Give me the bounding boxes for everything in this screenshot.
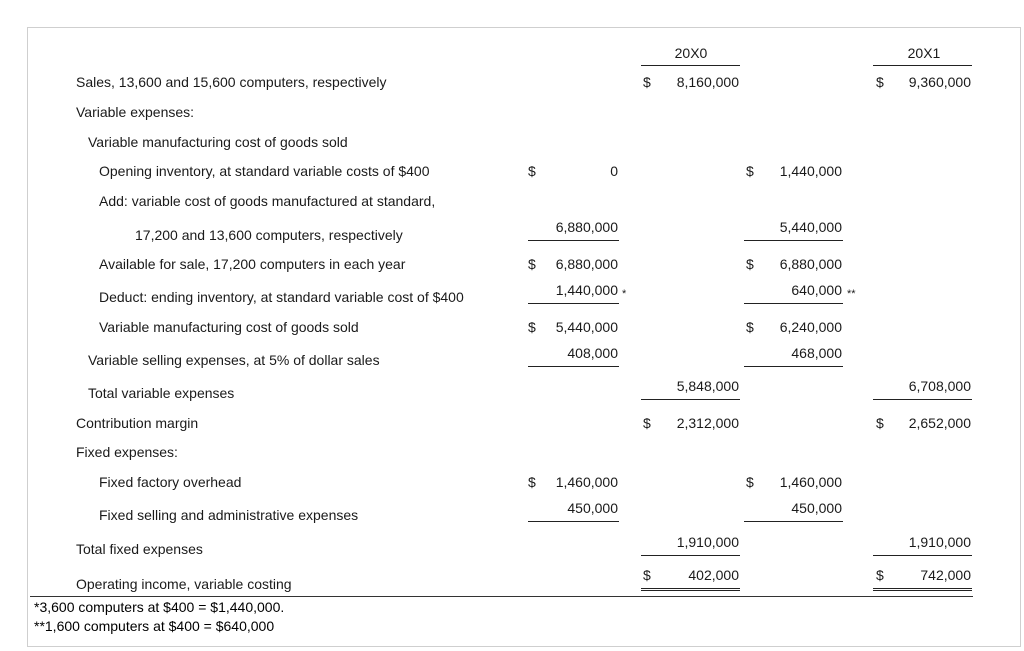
currency-sign: $ xyxy=(528,474,536,490)
rule xyxy=(744,240,843,241)
label-fixed-factory-overhead: Fixed factory overhead xyxy=(99,474,242,490)
rule xyxy=(641,555,740,556)
rule xyxy=(641,399,740,400)
footnote-mark: ** xyxy=(847,288,856,300)
rule xyxy=(528,240,619,241)
contribution-margin-20x1: 2,652,000 xyxy=(908,415,971,431)
fsa-20x1: 450,000 xyxy=(791,500,842,516)
rule xyxy=(528,366,619,367)
currency-sign: $ xyxy=(528,319,536,335)
rule xyxy=(873,399,972,400)
contribution-margin-20x0: 2,312,000 xyxy=(676,415,739,431)
currency-sign: $ xyxy=(528,163,536,179)
variable-selling-20x1: 468,000 xyxy=(791,345,842,361)
operating-income-20x0: 402,000 xyxy=(688,567,739,583)
label-total-fixed-expenses: Total fixed expenses xyxy=(76,541,203,557)
label-available-for-sale: Available for sale, 17,200 computers in each year xyxy=(99,256,406,272)
currency-sign: $ xyxy=(746,474,754,490)
vmcogs-20x1: 6,240,000 xyxy=(779,319,842,335)
label-add-variable-cost: Add: variable cost of goods manufactured at standard, xyxy=(99,193,436,209)
label-deduct-ending-inventory: Deduct: ending inventory, at standard variable cost of $400 xyxy=(99,289,464,305)
footnote-1: *3,600 computers at $400 = $1,440,000. xyxy=(34,599,285,615)
cogm-20x1: 5,440,000 xyxy=(779,219,842,235)
ffo-20x0: 1,460,000 xyxy=(555,474,618,490)
available-20x1: 6,880,000 xyxy=(779,256,842,272)
operating-income-20x1: 742,000 xyxy=(920,567,971,583)
currency-sign: $ xyxy=(746,256,754,272)
label-operating-income: Operating income, variable costing xyxy=(76,576,292,592)
currency-sign: $ xyxy=(643,567,651,583)
label-computers-respectively: 17,200 and 13,600 computers, respectively xyxy=(135,227,403,243)
available-20x0: 6,880,000 xyxy=(555,256,618,272)
double-rule xyxy=(641,588,740,591)
currency-sign: $ xyxy=(643,74,651,90)
footnote-mark: * xyxy=(622,288,627,300)
sales-20x0: 8,160,000 xyxy=(676,74,739,90)
ending-inventory-20x0: 1,440,000 xyxy=(555,282,618,298)
label-sales: Sales, 13,600 and 15,600 computers, respectively xyxy=(76,74,387,90)
ffo-20x1: 1,460,000 xyxy=(779,474,842,490)
currency-sign: $ xyxy=(528,256,536,272)
currency-sign: $ xyxy=(876,567,884,583)
total-fixed-20x1: 1,910,000 xyxy=(908,534,971,550)
total-variable-20x0: 5,848,000 xyxy=(676,378,739,394)
rule xyxy=(744,303,843,304)
rule xyxy=(528,521,619,522)
footnote-separator xyxy=(30,596,973,597)
label-variable-expenses: Variable expenses: xyxy=(76,104,195,120)
label-vmcogs: Variable manufacturing cost of goods sold xyxy=(99,319,359,335)
label-variable-selling: Variable selling expenses, at 5% of dollar sales xyxy=(88,352,380,368)
fsa-20x0: 450,000 xyxy=(567,500,618,516)
label-contribution-margin: Contribution margin xyxy=(76,415,199,431)
currency-sign: $ xyxy=(643,415,651,431)
label-fixed-selling-admin: Fixed selling and administrative expenses xyxy=(99,507,359,523)
currency-sign: $ xyxy=(746,163,754,179)
header-20x0: 20X0 xyxy=(674,45,708,61)
header-underline-20x1 xyxy=(873,65,972,66)
label-total-variable-expenses: Total variable expenses xyxy=(88,385,235,401)
label-opening-inventory: Opening inventory, at standard variable costs of $400 xyxy=(99,163,430,179)
rule xyxy=(873,555,972,556)
total-variable-20x1: 6,708,000 xyxy=(908,378,971,394)
rule xyxy=(744,366,843,367)
label-vmcogs-heading: Variable manufacturing cost of goods sold xyxy=(88,134,348,150)
sales-20x1: 9,360,000 xyxy=(908,74,971,90)
double-rule xyxy=(873,588,972,591)
currency-sign: $ xyxy=(746,319,754,335)
rule xyxy=(528,303,619,304)
header-20x1: 20X1 xyxy=(907,45,941,61)
rule xyxy=(744,521,843,522)
currency-sign: $ xyxy=(876,74,884,90)
header-underline-20x0 xyxy=(641,65,740,66)
total-fixed-20x0: 1,910,000 xyxy=(676,534,739,550)
ending-inventory-20x1: 640,000 xyxy=(791,282,842,298)
footnote-2: **1,600 computers at $400 = $640,000 xyxy=(34,618,275,634)
opening-inventory-20x1: 1,440,000 xyxy=(779,163,842,179)
variable-selling-20x0: 408,000 xyxy=(567,345,618,361)
currency-sign: $ xyxy=(876,415,884,431)
cogm-20x0: 6,880,000 xyxy=(555,219,618,235)
opening-inventory-20x0: 0 xyxy=(610,163,618,179)
vmcogs-20x0: 5,440,000 xyxy=(555,319,618,335)
label-fixed-expenses: Fixed expenses: xyxy=(76,444,178,460)
